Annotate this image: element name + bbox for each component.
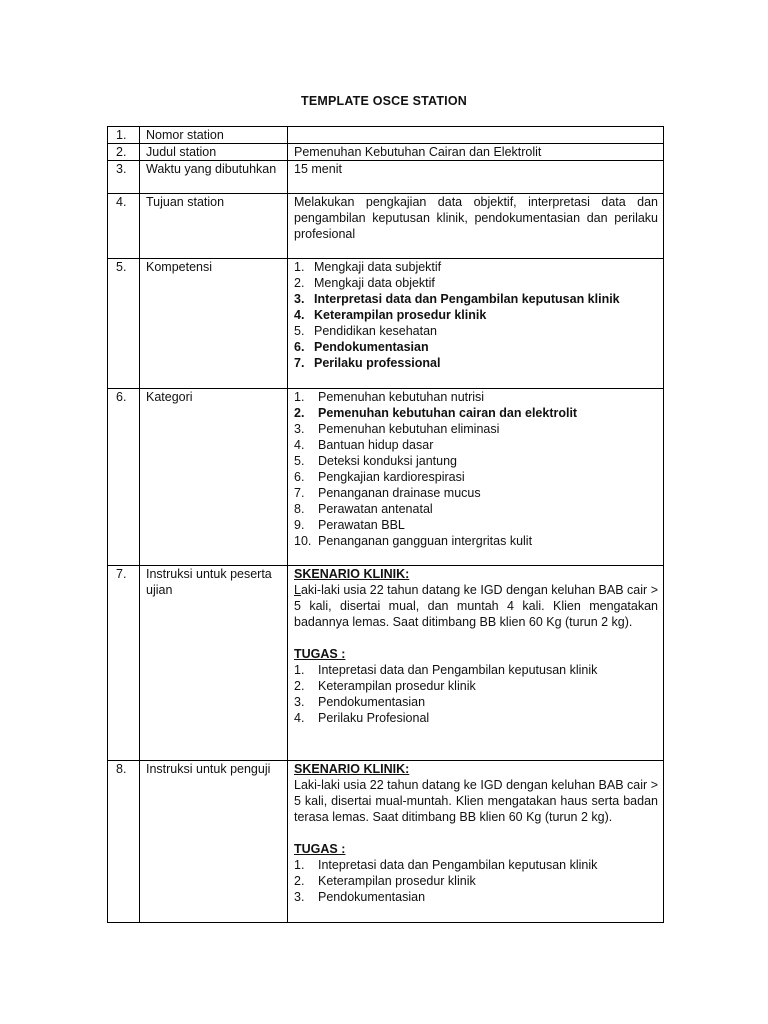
- list-item-number: 9.: [294, 518, 305, 532]
- list-item-text: Pendidikan kesehatan: [314, 324, 438, 338]
- list-item-text: Deteksi konduksi jantung: [318, 454, 457, 468]
- kategori-cell: [288, 389, 664, 566]
- list-item-number: 3.: [294, 422, 305, 436]
- row-label: Kompetensi: [140, 259, 288, 389]
- row-value: 15 menit: [288, 161, 664, 194]
- table-row: [108, 194, 664, 259]
- list-item: [294, 873, 658, 889]
- list-item-number: 8.: [294, 502, 305, 516]
- row-number: 3.: [108, 161, 140, 194]
- list-item-number: 1.: [294, 390, 305, 404]
- list-item-number: 3.: [294, 292, 305, 306]
- list-item-text: Keterampilan prosedur klinik: [318, 679, 476, 693]
- list-item-number: 3.: [294, 890, 305, 904]
- list-item-number: 4.: [294, 711, 305, 725]
- list-item: [294, 662, 658, 678]
- row-label: Tujuan station: [140, 194, 288, 259]
- list-item: [294, 355, 658, 371]
- table-row: [108, 389, 664, 566]
- table-row: [108, 761, 664, 923]
- tugas-heading: TUGAS :: [294, 842, 346, 856]
- list-item: [294, 694, 658, 710]
- skenario-heading: SKENARIO KLINIK:: [294, 567, 410, 581]
- list-item: [294, 323, 658, 339]
- tugas-heading: TUGAS :: [294, 647, 346, 661]
- list-item: [294, 421, 658, 437]
- document-title: TEMPLATE OSCE STATION: [300, 94, 467, 108]
- list-item-number: 1.: [294, 663, 305, 677]
- row-label: Judul station: [140, 144, 288, 161]
- tugas-list: [294, 662, 658, 726]
- kompetensi-cell: [288, 259, 664, 389]
- list-item-text: Pemenuhan kebutuhan nutrisi: [318, 390, 485, 404]
- list-item-text: Penanganan drainase mucus: [318, 486, 481, 500]
- list-item-text: Penanganan gangguan intergritas kulit: [318, 534, 533, 548]
- row-number: 1.: [108, 127, 140, 144]
- list-item: [294, 405, 658, 421]
- list-item-number: 4.: [294, 438, 305, 452]
- list-item-number: 5.: [294, 324, 305, 338]
- list-item: [294, 307, 658, 323]
- list-item-number: 7.: [294, 486, 305, 500]
- list-item-text: Interpretasi data dan Pengambilan keputusan klinik: [314, 292, 620, 306]
- list-item: [294, 469, 658, 485]
- list-item-number: 1.: [294, 858, 305, 872]
- row-label: Nomor station: [140, 127, 288, 144]
- list-item-text: Pendokumentasian: [318, 890, 426, 904]
- list-item-text: Perilaku professional: [314, 356, 441, 370]
- list-item-text: Intepretasi data dan Pengambilan keputusan klinik: [318, 663, 598, 677]
- kompetensi-list: [294, 259, 658, 371]
- skenario-text: Laki-laki usia 22 tahun datang ke IGD dengan keluhan BAB cair > 5 kali, disertai mual-muntah. Klien mengatakan haus serta badan terasa lemas. Saat ditimbang BB klien 60 Kg (turun 2 kg).: [294, 778, 658, 824]
- list-item: [294, 857, 658, 873]
- list-item: [294, 389, 658, 405]
- list-item-text: Keterampilan prosedur klinik: [318, 874, 476, 888]
- list-item-number: 2.: [294, 679, 305, 693]
- table-row: [108, 127, 664, 144]
- list-item-text: Pendokumentasian: [314, 340, 429, 354]
- list-item-text: Intepretasi data dan Pengambilan keputusan klinik: [318, 858, 598, 872]
- skenario-body: aki-laki usia 22 tahun datang ke IGD dengan keluhan BAB cair > 5 kali, disertai mual, dan muntah 4 kali. Klien mengatakan badannya lemas. Saat ditimbang BB klien 60 Kg (turun 2 kg).: [294, 583, 658, 629]
- row-number: 7.: [108, 566, 140, 761]
- row-number: 8.: [108, 761, 140, 923]
- row-value: Pemenuhan Kebutuhan Cairan dan Elektrolit: [288, 144, 664, 161]
- penguji-instructions-cell: [288, 761, 664, 923]
- tugas-list: [294, 857, 658, 905]
- row-label: Kategori: [140, 389, 288, 566]
- row-value: [288, 127, 664, 144]
- list-item: [294, 339, 658, 355]
- list-item-number: 3.: [294, 695, 305, 709]
- list-item: [294, 710, 658, 726]
- list-item: [294, 517, 658, 533]
- list-item-number: 4.: [294, 308, 305, 322]
- osce-station-table: [107, 126, 664, 923]
- list-item-number: 2.: [294, 406, 305, 420]
- table-row: [108, 144, 664, 161]
- row-number: 4.: [108, 194, 140, 259]
- list-item-text: Perawatan BBL: [318, 518, 405, 532]
- list-item-number: 6.: [294, 340, 305, 354]
- list-item-number: 5.: [294, 454, 305, 468]
- list-item-number: 2.: [294, 874, 305, 888]
- list-item-text: Perawatan antenatal: [318, 502, 433, 516]
- list-item-text: Bantuan hidup dasar: [318, 438, 434, 452]
- list-item: [294, 533, 658, 549]
- skenario-heading: SKENARIO KLINIK:: [294, 762, 410, 776]
- skenario-text: [294, 582, 658, 630]
- list-item: [294, 259, 658, 275]
- row-value: Melakukan pengkajian data objektif, interpretasi data dan pengambilan keputusan klinik, pendokumentasian dan perilaku profesional: [288, 194, 664, 259]
- list-item-text: Pemenuhan kebutuhan cairan dan elektrolit: [318, 406, 578, 420]
- row-label: Instruksi untuk peserta ujian: [140, 566, 288, 761]
- table-row: [108, 259, 664, 389]
- list-item: [294, 678, 658, 694]
- list-item-text: Mengkaji data subjektif: [314, 260, 442, 274]
- list-item: [294, 275, 658, 291]
- list-item-text: Pengkajian kardiorespirasi: [318, 470, 465, 484]
- list-item: [294, 485, 658, 501]
- row-number: 2.: [108, 144, 140, 161]
- row-number: 6.: [108, 389, 140, 566]
- list-item-number: 7.: [294, 356, 305, 370]
- row-label: Waktu yang dibutuhkan: [140, 161, 288, 194]
- list-item-text: Keterampilan prosedur klinik: [314, 308, 487, 322]
- list-item-text: Pemenuhan kebutuhan eliminasi: [318, 422, 500, 436]
- list-item: [294, 453, 658, 469]
- list-item-number: 1.: [294, 260, 305, 274]
- peserta-instructions-cell: [288, 566, 664, 761]
- list-item: [294, 291, 658, 307]
- list-item-number: 6.: [294, 470, 305, 484]
- list-item-text: Pendokumentasian: [318, 695, 426, 709]
- row-label: Instruksi untuk penguji: [140, 761, 288, 923]
- list-item: [294, 437, 658, 453]
- list-item-number: 2.: [294, 276, 305, 290]
- skenario-first-letter: L: [294, 583, 301, 597]
- row-number: 5.: [108, 259, 140, 389]
- list-item: [294, 889, 658, 905]
- list-item: [294, 501, 658, 517]
- list-item-text: Mengkaji data objektif: [314, 276, 435, 290]
- table-row: [108, 566, 664, 761]
- kategori-list: [294, 389, 658, 549]
- table-row: [108, 161, 664, 194]
- list-item-number: 10.: [294, 534, 312, 548]
- list-item-text: Perilaku Profesional: [318, 711, 430, 725]
